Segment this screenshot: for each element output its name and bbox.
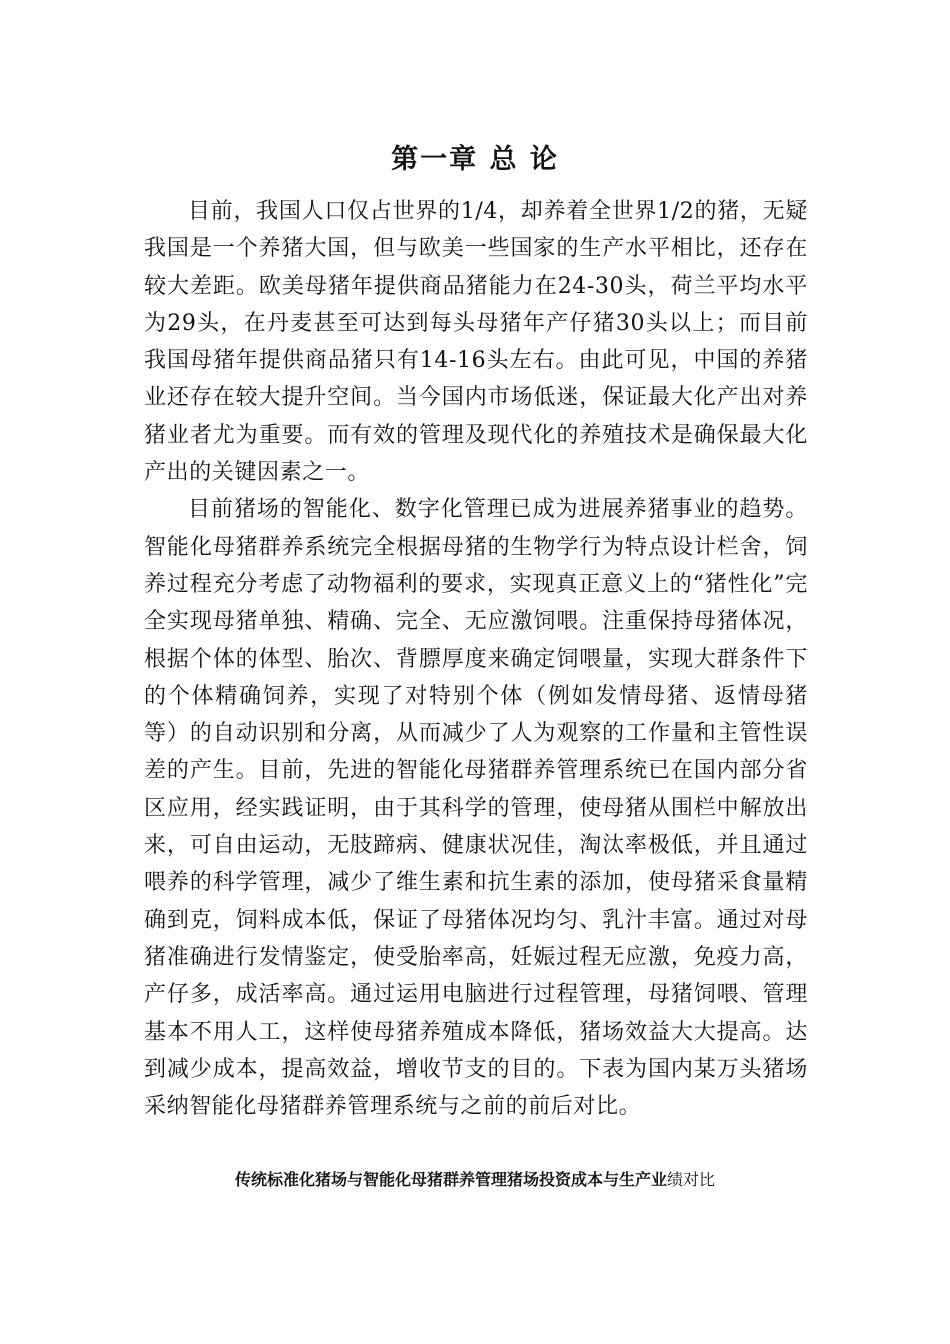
paragraph-population: 目前，我国人口仅占世界的1/4，却养着全世界1/2的猪，无疑我国是一个养猪大国，但与欧美一些国家的生产水平相比，还存在较大差距。欧美母猪年提供商品猪能力在24-30头，荷兰平均水平为29头，在丹麦甚至可达到每头母猪年产仔猪30头以上；而目前我国母猪年提供商品猪只有14-16头左右。由此可见，中国的养猪业还存在较大提升空间。当今国内市场低迷，保证最大化产出对养猪业者尤为重要。而有效的管理及现代化的养殖技术是确保最大化产出的关键因素之一。: [144, 199, 808, 486]
table-caption: [0, 1166, 950, 1194]
body-text: [144, 193, 808, 1125]
chapter-title: 第一章 总 论: [391, 144, 559, 175]
table-caption-normal: 绩对比: [667, 1170, 716, 1189]
paragraph-intelligent-management: 目前猪场的智能化、数字化管理已成为进展养猪事业的趋势。智能化母猪群养系统完全根据母猪的生物学行为特点设计栏舍，饲养过程充分考虑了动物福利的要求，实现真正意义上的“猪性化”完全实现母猪单独、精确、完全、无应激饲喂。注重保持母猪体况，根据个体的体型、胎次、背膘厚度来确定饲喂量，实现大群条件下的个体精确饲养，实现了对特别个体（例如发情母猪、返情母猪等）的自动识别和分离，从而减少了人为观察的工作量和主管性误差的产生。目前，先进的智能化母猪群养管理系统已在国内部分省区应用，经实践证明，由于其科学的管理，使母猪从围栏中解放出来，可自由运动，无肢蹄病、健康状况佳，淘汰率极低，并且通过喂养的科学管理，减少了维生素和抗生素的添加，使母猪采食量精确到克，饲料成本低，保证了母猪体况均匀、乳汁丰富。通过对母猪准确进行发情鉴定，使受胎率高，妊娠过程无应激，免疫力高，产仔多，成活率高。通过运用电脑进行过程管理，母猪饲喂、管理基本不用人工，这样使母猪养殖成本降低，猪场效益大大提高。达到减少成本，提高效益，增收节支的目的。下表为国内某万头猪场采纳智能化母猪群养管理系统与之前的前后对比。: [144, 497, 808, 1120]
table-caption-bold: 传统标准化猪场与智能化母猪群养管理猪场投资成本与生产业: [234, 1170, 667, 1189]
